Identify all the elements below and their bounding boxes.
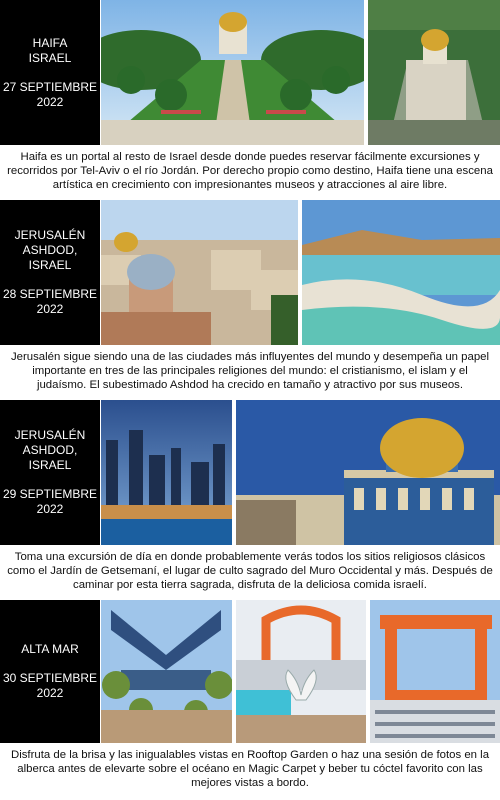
port-date: 27 SEPTIEMBRE 2022 xyxy=(2,79,98,109)
port-description: Toma una excursión de día en donde probablemente verás todos los sitios religiosos clásicos como el Jardín de Getsemaní, el lugar de culto sagrado del Muro Occidental y más. Después de caminar por esta tierra sagrada, disfruta de la deliciosa comida israelí. xyxy=(7,551,493,591)
day-label xyxy=(0,200,100,345)
port-name: JERUSALÉN ASHDOD, ISRAEL xyxy=(14,228,86,272)
photo-magic-carpet xyxy=(370,600,500,743)
photo-rooftop-garden xyxy=(101,600,232,743)
itinerary-section-jerusalem-28 xyxy=(0,200,500,396)
itinerary-section-jerusalem-29 xyxy=(0,400,500,596)
photo-haifa-gardens xyxy=(101,0,364,145)
photo-jerusalem-city xyxy=(101,200,298,345)
day-label xyxy=(0,0,100,145)
photo-dead-sea xyxy=(302,200,500,345)
itinerary-section-sea-day xyxy=(0,600,500,800)
port-name: ALTA MAR xyxy=(21,642,79,656)
port-description: Jerusalén sigue siendo una de las ciudades más influyentes del mundo y desempeña un papel importante en tres de las principales religiones del mundo: el cristianismo, el islam y el judaísmo. El subestimado Ashdod ha crecido en tamaño y atractivo por sus museos. xyxy=(10,351,490,391)
photo-tel-aviv-skyline xyxy=(101,400,232,545)
port-description: Haifa es un portal al resto de Israel desde donde puedes reservar fácilmente excursiones y recorridos por Tel-Aviv o el río Jordán. Por derecho propio como destino, Haifa tiene una escena artística en crecimiento con impresionantes museos y atracciones al aire libre. xyxy=(7,151,493,191)
day-label xyxy=(0,400,100,545)
port-date: 29 SEPTIEMBRE 2022 xyxy=(2,487,98,516)
photo-pool-deck xyxy=(236,600,366,743)
day-label xyxy=(0,600,100,743)
photo-dome-of-the-rock xyxy=(236,400,500,545)
port-date: 28 SEPTIEMBRE 2022 xyxy=(2,287,98,316)
port-date: 30 SEPTIEMBRE 2022 xyxy=(2,671,98,700)
itinerary-section-haifa xyxy=(0,0,500,196)
port-description: Disfruta de la brisa y las inigualables vistas en Rooftop Garden o haz una sesión de fotos en la alberca antes de elevarte sobre el océano en Magic Carpet y beber tu cóctel favorito con las mejores vistas a bordo. xyxy=(10,749,490,789)
port-name: JERUSALÉN ASHDOD, ISRAEL xyxy=(14,428,86,472)
photo-haifa-shrine xyxy=(368,0,500,145)
port-name: HAIFA ISRAEL xyxy=(28,35,72,65)
